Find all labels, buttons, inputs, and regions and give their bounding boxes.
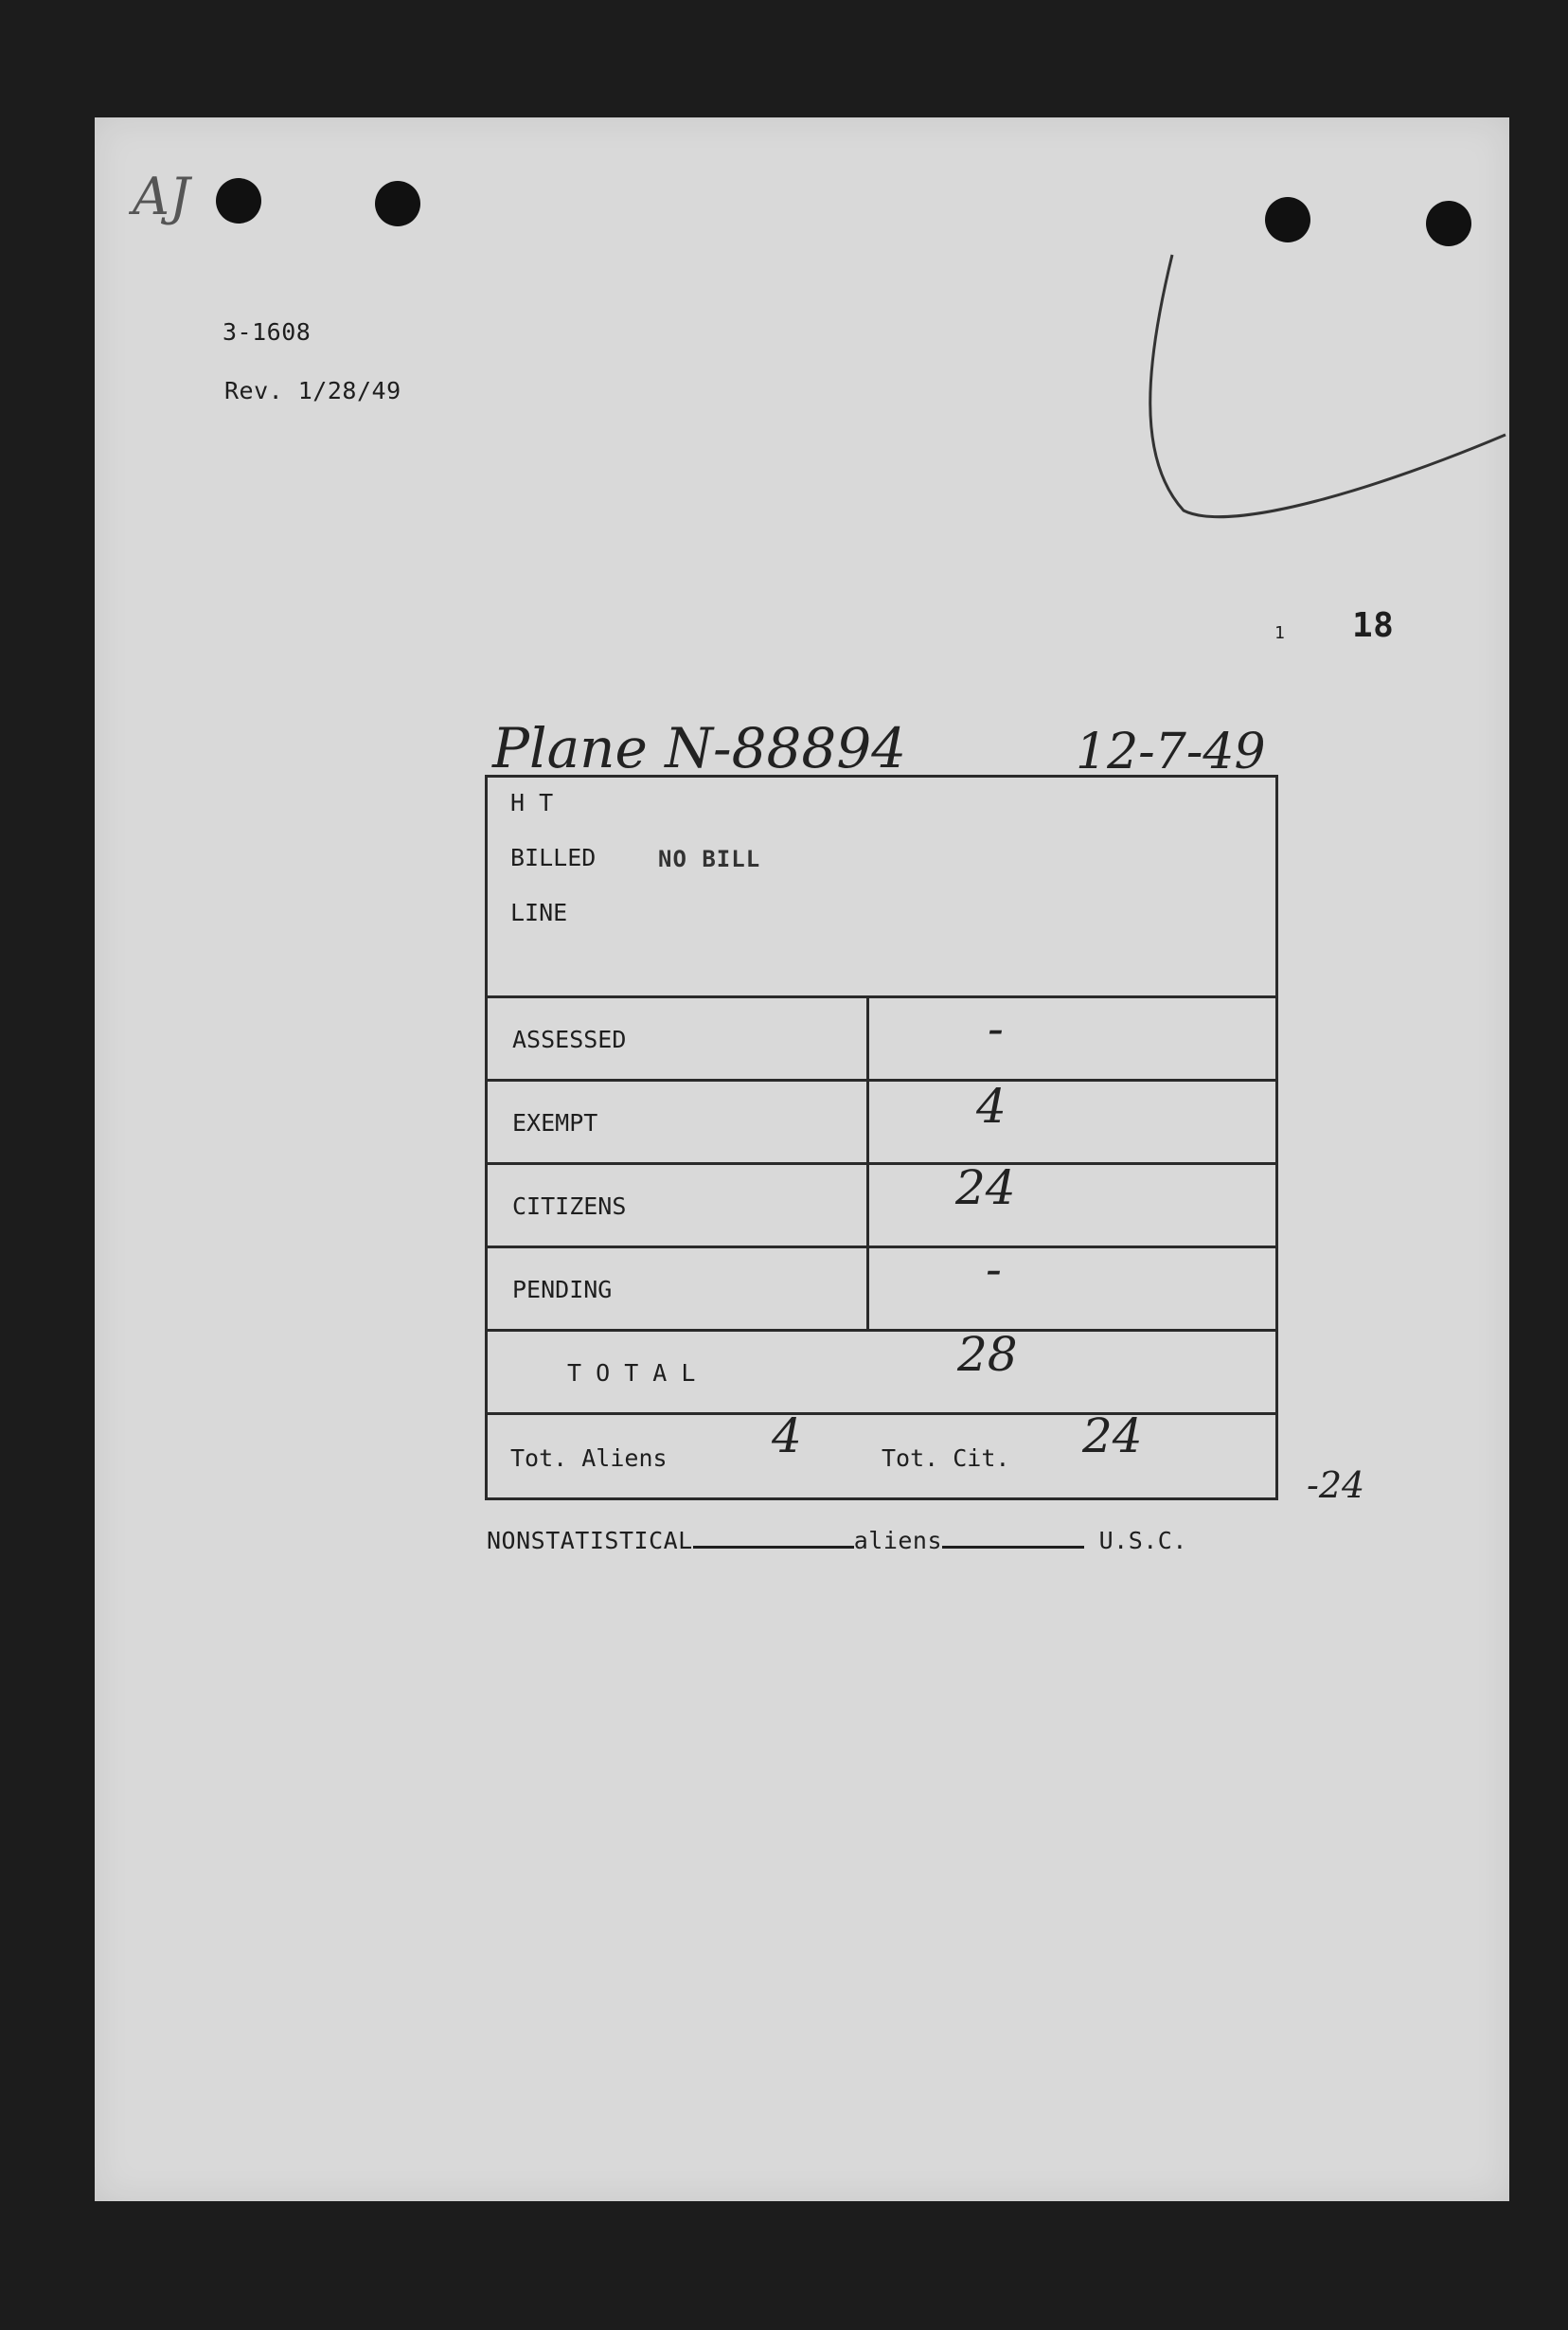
exempt-label: EXEMPT — [512, 1109, 598, 1137]
handwritten-initials: AJ — [133, 167, 190, 226]
pending-label: PENDING — [512, 1276, 613, 1303]
divider — [488, 1412, 1275, 1415]
aliens-label: aliens — [853, 1527, 943, 1554]
tot-aliens-label: Tot. Aliens — [510, 1444, 668, 1472]
page-number: 18 — [1352, 606, 1395, 645]
nonstatistical-label: NONSTATISTICAL — [487, 1527, 693, 1554]
pending-value: - — [986, 1242, 1002, 1297]
line-label: LINE — [510, 899, 568, 926]
punch-hole — [216, 178, 261, 224]
nonstatistical-line — [487, 1525, 1187, 1554]
form-number: 3-1608 — [223, 318, 312, 346]
punch-hole — [375, 181, 420, 226]
report-form — [485, 775, 1278, 1500]
total-value: 28 — [957, 1327, 1018, 1382]
total-label: T O T A L — [567, 1359, 696, 1387]
column-divider — [866, 995, 869, 1329]
usc-label: U.S.C. — [1098, 1527, 1187, 1554]
handwritten-date: 12-7-49 — [1076, 724, 1266, 780]
ht-label: H T — [510, 789, 554, 816]
assessed-label: ASSESSED — [512, 1026, 627, 1053]
form-revision: Rev. 1/28/49 — [224, 377, 401, 404]
pen-stroke — [1079, 222, 1515, 525]
divider — [488, 995, 1275, 998]
tot-cit-value: 24 — [1082, 1408, 1143, 1463]
tot-cit-label: Tot. Cit. — [882, 1444, 1010, 1472]
page-mark: 1 — [1274, 623, 1286, 643]
assessed-value: - — [988, 1001, 1004, 1056]
tot-aliens-value: 4 — [772, 1408, 802, 1463]
blank-line — [942, 1525, 1084, 1549]
blank-line — [693, 1525, 854, 1549]
divider — [488, 1246, 1275, 1248]
billed-label: BILLED — [510, 844, 597, 871]
divider — [488, 1162, 1275, 1165]
divider — [488, 1079, 1275, 1082]
citizens-label: CITIZENS — [512, 1192, 627, 1220]
document-page — [95, 117, 1509, 2201]
divider — [488, 1329, 1275, 1332]
handwritten-margin-note: -24 — [1307, 1464, 1365, 1506]
no-bill-stamp: NO BILL — [658, 846, 761, 872]
citizens-value: 24 — [955, 1160, 1016, 1215]
exempt-value: 4 — [976, 1079, 1007, 1134]
handwritten-plane-number: Plane N-88894 — [492, 716, 907, 780]
